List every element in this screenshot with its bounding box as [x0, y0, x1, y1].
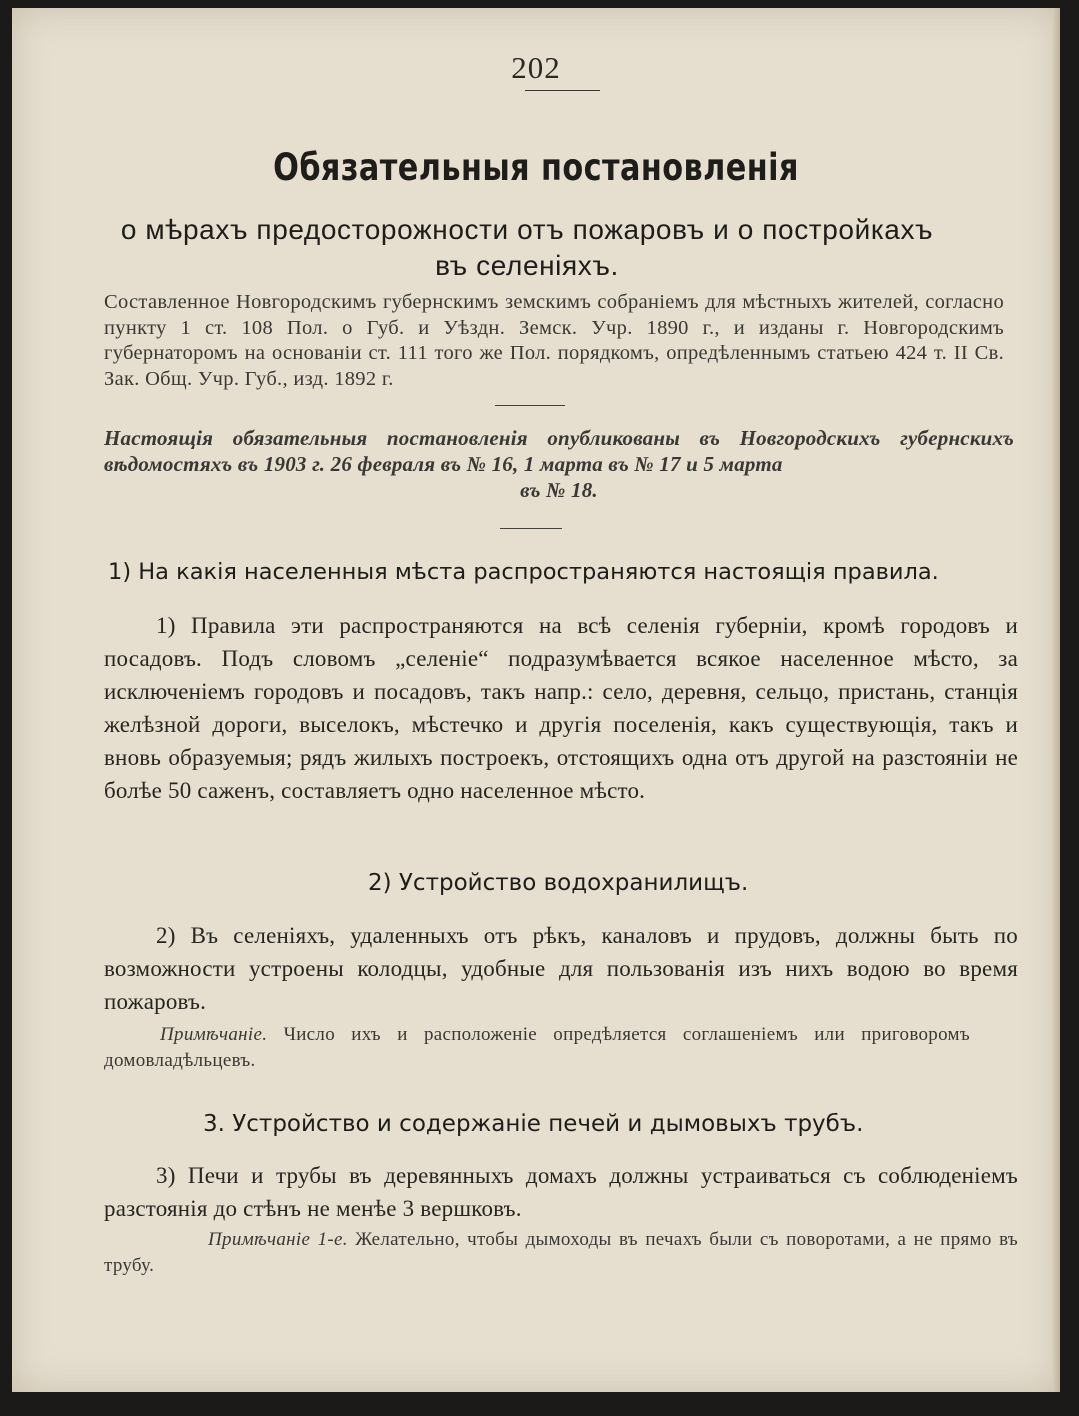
note-label: Примѣчаніе. — [160, 1024, 268, 1045]
page-edge — [1052, 8, 1060, 1392]
publication-last-line: въ № 18. — [520, 478, 598, 502]
publication-text: Настоящія обязательныя постановленія опубликованы въ Новгородскихъ губернскихъ вѣдомостяхъ въ 1903 г. 26 февраля въ № 16, 1 марта въ № 17 и 5 марта — [104, 426, 1014, 476]
page-number-rule — [525, 90, 600, 91]
document-subtitle: о мѣрахъ предосторожности отъ пожаровъ и о постройкахъ въ селеніяхъ. — [120, 214, 934, 281]
section-paragraph-1: 1) Правила эти распространяются на всѣ селенія губерніи, кромѣ городовъ и посадовъ. Подъ словомъ „селеніе“ подразумѣвается всякое населенное мѣсто, за исключеніемъ городовъ и посадовъ, такъ напр.: село, деревня, сельцо, пристань, станція желѣзной дороги, выселокъ, мѣстечко и другія поселенія, какъ существующія, такъ и вновь образуемыя; рядъ жилыхъ построекъ, отстоящихъ одна отъ другой на разстояніи не болѣе 50 саженъ, составляетъ одно населенное мѣсто. — [104, 613, 1018, 803]
section-note-3 — [104, 1227, 1018, 1279]
section-paragraph-2: 2) Въ селеніяхъ, удаленныхъ отъ рѣкъ, каналовъ и прудовъ, должны быть по возможности устроены колодцы, удобные для пользованія изъ нихъ водою во время пожаровъ. — [104, 923, 1018, 1014]
page-number: 202 — [511, 50, 561, 85]
divider-rule — [495, 405, 565, 406]
divider-rule — [500, 528, 562, 529]
document-page — [12, 8, 1060, 1392]
document-title: Обязательныя постановленія — [273, 146, 799, 189]
publication-note — [104, 425, 1014, 503]
section-heading-1: 1) На какія населенныя мѣста распространяются настоящія правила. — [108, 559, 939, 585]
note-text: Желательно, чтобы дымоходы въ печахъ были съ поворотами, а не прямо въ трубу. — [104, 1229, 1018, 1276]
note-label: Примѣчаніе 1-е. — [208, 1229, 348, 1250]
section-note-2 — [104, 1022, 970, 1074]
intro-paragraph: Составленное Новгородскимъ губернскимъ земскимъ собраніемъ для мѣстныхъ жителей, согласно пункту 1 ст. 108 Пол. о Губ. и Уѣздн. Земск. Учр. 1890 г., и изданы г. Новгородскимъ губернаторомъ на основаніи ст. 111 того же Пол. порядкомъ, опредѣленнымъ статьею 424 т. II Св. Зак. Общ. Учр. Губ., изд. 1892 г. — [104, 291, 1004, 390]
note-text: Число ихъ и расположеніе опредѣляется соглашеніемъ или приговоромъ домовладѣльцевъ. — [104, 1024, 970, 1071]
section-paragraph-3: 3) Печи и трубы въ деревянныхъ домахъ должны устраиваться съ соблюденіемъ разстоянія до стѣнъ не менѣе 3 вершковъ. — [104, 1163, 1018, 1221]
section-heading-2: 2) Устройство водохранилищъ. — [368, 870, 749, 896]
section-heading-3: 3. Устройство и содержаніе печей и дымовыхъ трубъ. — [203, 1111, 864, 1137]
